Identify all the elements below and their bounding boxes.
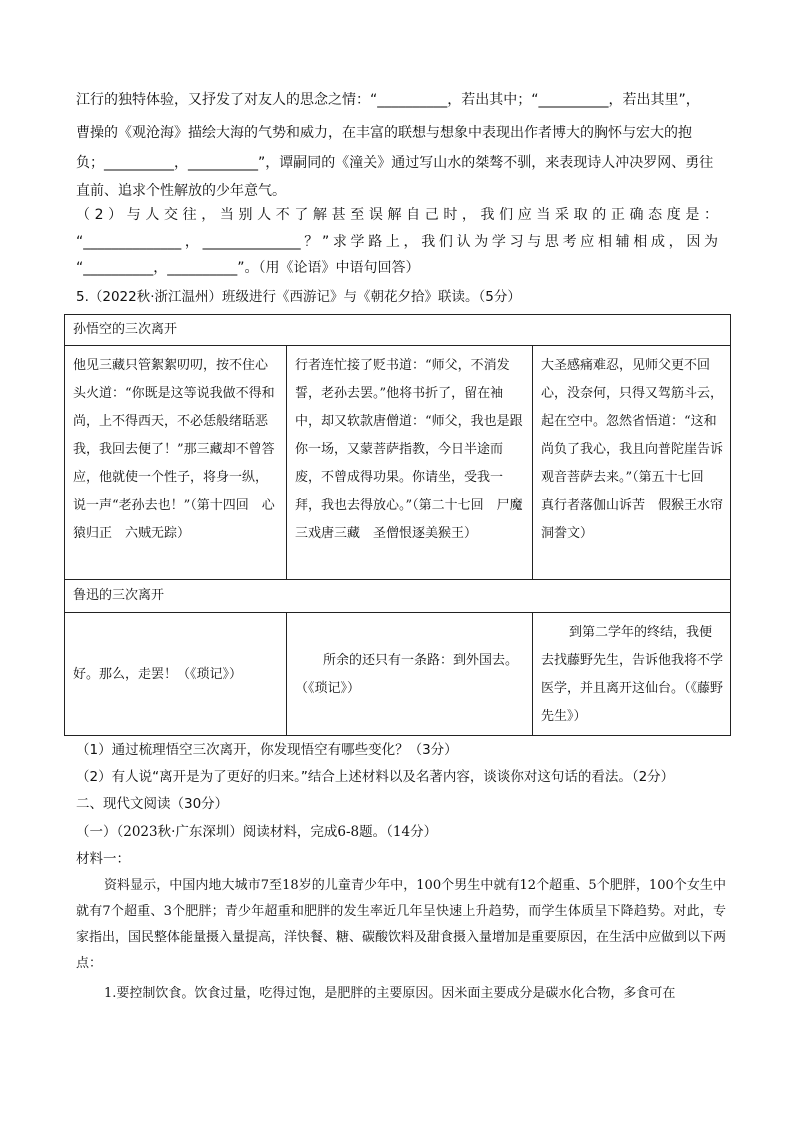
- luxun-cell-1: [65, 613, 287, 736]
- wukong-text-2: 行者连忙接了贬书道：“师父，不消发誓，老孙去罢。”他将书折了，留在袖中，却又软款唐僧道：“师父，我也是跟你一场，又蒙菩萨指教，今日半途而废，不曾成得功果。你请坐，受我一拜，我也去得放心。”（第二十七回 尸魔三戏唐三藏 圣僧恨逐美猴王）: [295, 358, 523, 541]
- wukong-header-cell: [65, 315, 731, 346]
- material-paragraph-1: 资料显示，中国内地大城市7至18岁的儿童青少年中，100个男生中就有12个超重、5个肥胖，100个女生中就有7个超重、3个肥胖；青少年超重和肥胖的发生率近几年呈快速上升趋势，而学生体质呈下降趋势。对此，专家指出，国民整体能量摄入量提高，洋快餐、糖、碳酸饮料及甜食摄入量增加是重要原因，在生活中应做到以下两点：: [76, 878, 727, 971]
- luxun-text-3: 到第二学年的终结，我便去找藤野先生，告诉他我将不学医学，并且离开这仙台。（《藤野先生》）: [541, 625, 724, 724]
- luxun-header: 鲁迅的三次离开: [73, 588, 165, 603]
- material-paragraph-2: 1.要控制饮食。饮食过量，吃得过饱，是肥胖的主要原因。因米面主要成分是碳水化合物，多食可在: [104, 986, 676, 1001]
- section-2-subtitle: （一）（2023秋·广东深圳）阅读材料，完成6-8题。（14分）: [76, 824, 438, 840]
- luxun-cell-2: [287, 613, 533, 736]
- luxun-header-cell: [65, 580, 731, 613]
- poem-line-1: 江行的独特体验，又抒发了对友人的思念之情：“__________，若出其中；“__________，若出其里”，: [76, 92, 700, 108]
- poem-line-4: 直前、追求个性解放的少年意气。: [76, 183, 286, 199]
- luxun-text-1: 好。那么，走罢！（《琐记》）: [73, 667, 243, 682]
- q2-line-1: （2）与人交往，当别人不了解甚至误解自己时，我们应当采取的正确态度是：: [76, 207, 718, 223]
- section-2-title: 二、现代文阅读（30分）: [76, 796, 229, 812]
- material-label: 材料一：: [76, 851, 130, 867]
- wukong-cell-2: [287, 346, 533, 580]
- comparison-table: [64, 314, 731, 736]
- wukong-text-1: 他见三藏只管絮絮叨叨，按不住心头火道：“你既是这等说我做不得和尚，上不得西天，不必恁般绪聒恶我，我回去便了！”那三藏却不曾答应，他就使一个性子，将身一纵，说一声“老孙去也！”（第十四回 心猿归正 六贼无踪）: [73, 358, 275, 541]
- poem-line-3: 负；__________，__________”，谭嗣同的《潼关》通过写山水的桀骜不驯，来表现诗人冲决罗网、勇往: [76, 155, 714, 171]
- luxun-text-2: 所余的还只有一条路：到外国去。（《琐记》）: [295, 653, 519, 696]
- question-5-sub-1: （1）通过梳理悟空三次离开，你发现悟空有哪些变化？（3分）: [76, 742, 458, 758]
- wukong-header: 孙悟空的三次离开: [73, 322, 178, 337]
- question-5-sub-2: （2）有人说“离开是为了更好的归来。”结合上述材料以及名著内容，谈谈你对这句话的看法。（2分）: [76, 769, 675, 785]
- poem-line-2: 曹操的《观沧海》描绘大海的气势和威力，在丰富的联想与想象中表现出作者博大的胸怀与宏大的抱: [76, 125, 692, 141]
- wukong-text-3: 大圣感痛难忍，见师父更不回心，没奈何，只得又驾筋斗云，起在空中。忽然省悟道：“这和尚负了我心，我且向普陀崖告诉观音菩萨去来。”（第五十七回 真行者落伽山诉苦 假猴王水帘洞誊文）: [541, 358, 724, 541]
- wukong-cell-3: [533, 346, 731, 580]
- luxun-cell-3: [533, 613, 731, 736]
- wukong-cell-1: [65, 346, 287, 580]
- q2-line-2: “______________，______________？”求学路上，我们认为学习与思考应相辅相成，因为: [76, 234, 718, 250]
- question-5-title: 5.（2022秋·浙江温州）班级进行《西游记》与《朝花夕拾》联读。（5分）: [76, 289, 521, 305]
- q2-line-3: “__________，__________”。（用《论语》中语句回答）: [76, 260, 420, 276]
